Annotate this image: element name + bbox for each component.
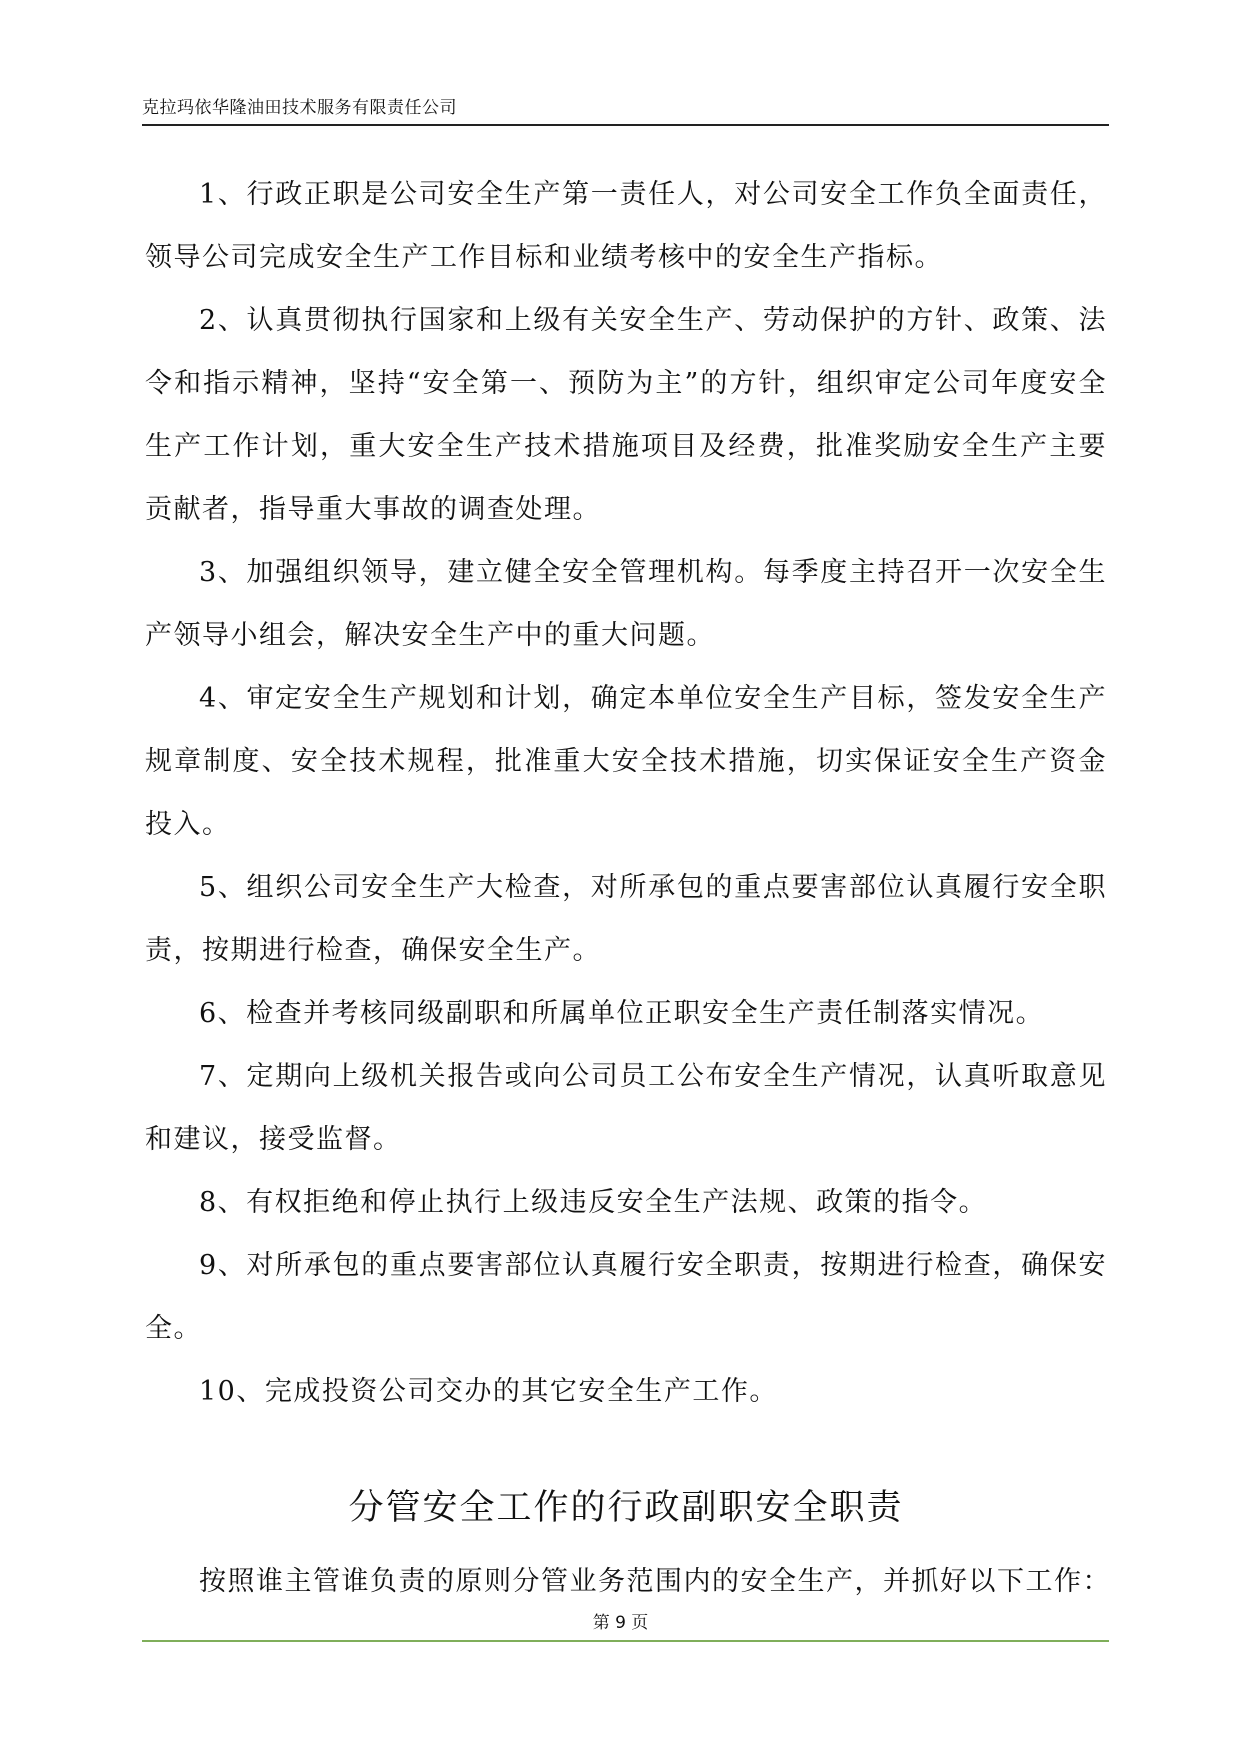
section-title: 分管安全工作的行政副职安全职责 xyxy=(348,1488,904,1528)
section-intro: 按照谁主管谁负责的原则分管业务范围内的安全生产，并抓好以下工作： xyxy=(199,1566,1111,1597)
paragraph-7: 7、定期向上级机关报告或向公司员工公布安全生产情况，认真听取意见和建议，接受监督。 xyxy=(145,1061,1107,1155)
paragraph-6: 6、检查并考核同级副职和所属单位正职安全生产责任制落实情况。 xyxy=(199,998,1045,1029)
page-number: 第 9 页 xyxy=(592,1613,649,1633)
paragraph-1: 1、行政正职是公司安全生产第一责任人，对公司安全工作负全面责任，领导公司完成安全生产工作目标和业绩考核中的安全生产指标。 xyxy=(145,179,1107,273)
paragraph-4: 4、审定安全生产规划和计划，确定本单位安全生产目标，签发安全生产规章制度、安全技术规程，批准重大安全技术措施，切实保证安全生产资金投入。 xyxy=(145,683,1107,840)
paragraph-8: 8、有权拒绝和停止执行上级违反安全生产法规、政策的指令。 xyxy=(199,1187,988,1218)
paragraph-9: 9、对所承包的重点要害部位认真履行安全职责，按期进行检查，确保安全。 xyxy=(145,1250,1107,1344)
footer-divider xyxy=(142,1640,1109,1642)
header-divider xyxy=(142,124,1109,126)
paragraph-10: 10、完成投资公司交办的其它安全生产工作。 xyxy=(199,1376,778,1407)
paragraph-5: 5、组织公司安全生产大检查，对所承包的重点要害部位认真履行安全职责，按期进行检查，确保安全生产。 xyxy=(145,872,1107,966)
company-header: 克拉玛依华隆油田技术服务有限责任公司 xyxy=(142,98,457,118)
document-body xyxy=(145,163,1107,1423)
paragraph-2: 2、认真贯彻执行国家和上级有关安全生产、劳动保护的方针、政策、法令和指示精神，坚持“安全第一、预防为主”的方针，组织审定公司年度安全生产工作计划，重大安全生产技术措施项目及经费，批准奖励安全生产主要贡献者，指导重大事故的调查处理。 xyxy=(145,305,1107,525)
paragraph-3: 3、加强组织领导，建立健全安全管理机构。每季度主持召开一次安全生产领导小组会，解决安全生产中的重大问题。 xyxy=(145,557,1107,651)
